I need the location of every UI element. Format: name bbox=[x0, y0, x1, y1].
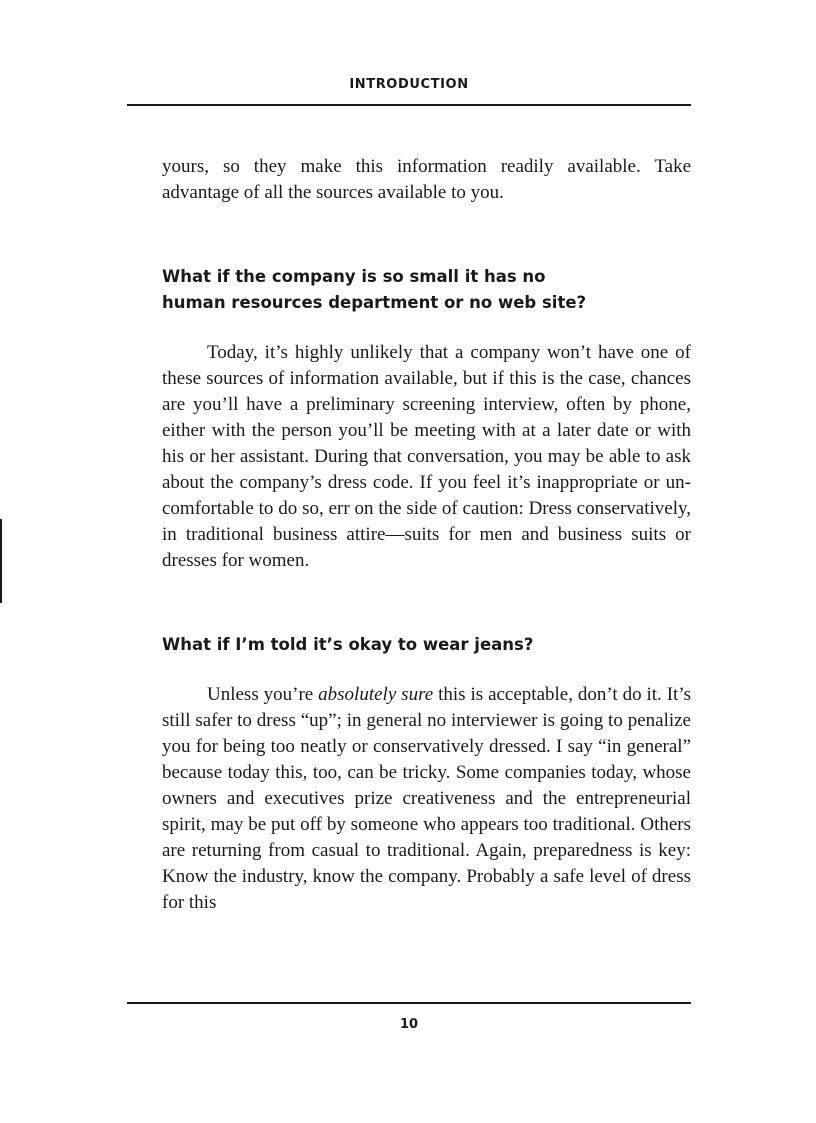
answer-paragraph-jeans bbox=[162, 682, 691, 916]
section-heading-jeans: What if I’m told it’s okay to wear jeans? bbox=[162, 635, 534, 654]
header-rule bbox=[127, 104, 691, 106]
heading-line: human resources department or no web site? bbox=[162, 293, 587, 312]
page-body bbox=[162, 154, 691, 916]
answer-paragraph-small-company: Today, it’s highly unlikely that a company won’t have one of these sources of information available, but if this is the case, chances are you’ll have a preliminary screening interview, often by phone, either with the person you’ll be meeting with at a later date or with his or her assistant. During that conversation, you may be able to ask about the company’s dress code. If you feel it’s inappropriate or uncomfortable to do so, err on the side of caution: Dress conservatively, in traditional business attire—suits for men and business suits or dresses for women. bbox=[162, 342, 691, 571]
footer-rule bbox=[127, 1002, 691, 1004]
page-number: 10 bbox=[399, 1017, 419, 1032]
answer-rest: this is acceptable, don’t do it. It’s still safer to dress “up”; in general no interviewer is going to penalize you for being too neatly or conservatively dressed. I say “in general” because today this, too, can be tricky. Some companies today, whose owners and executives prize creativeness and the entrepreneurial spirit, may be put off by someone who appears too traditional. Others are returning from casual to traditional. Again, preparedness is key: Know the industry, know the company. Probably a safe level of dress for this bbox=[162, 684, 691, 913]
answer-lead: Unless you’re bbox=[207, 684, 319, 705]
intro-paragraph: yours, so they make this information readily available. Take advantage of all the sources available to you. bbox=[162, 156, 691, 203]
margin-mark bbox=[0, 519, 2, 603]
emphasis-text: absolutely sure bbox=[318, 684, 434, 705]
running-head: INTRODUCTION bbox=[349, 77, 469, 92]
heading-line: What if the company is so small it has no bbox=[162, 267, 546, 286]
section-heading-small-company bbox=[162, 264, 691, 316]
